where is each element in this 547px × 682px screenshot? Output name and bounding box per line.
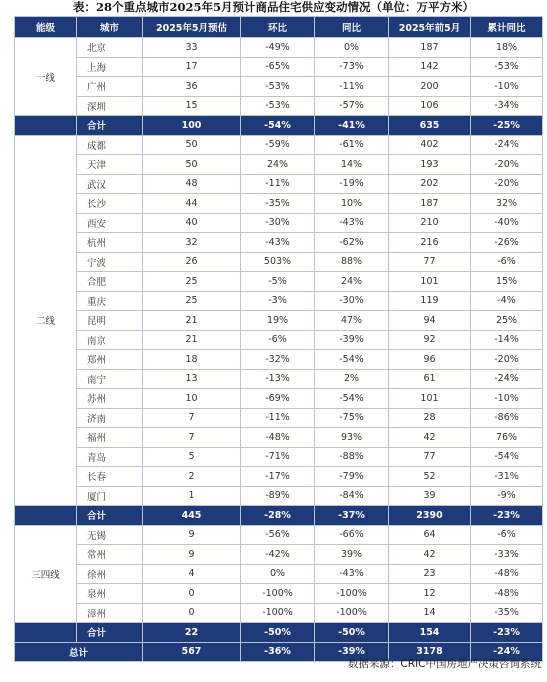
total-label: 总计 bbox=[15, 642, 143, 662]
cell-ytd-yoy: -10% bbox=[471, 77, 543, 97]
cell-mom: -3% bbox=[241, 291, 315, 311]
cell-ytd-yoy: -6% bbox=[471, 252, 543, 272]
cell-may-estimate: 5 bbox=[143, 447, 241, 467]
subtotal-tier-cell bbox=[15, 623, 77, 643]
cell-may-estimate: 21 bbox=[143, 311, 241, 331]
cell-ytd: 61 bbox=[389, 369, 471, 389]
cell-yoy: 88% bbox=[315, 252, 389, 272]
subtotal-mom: -54% bbox=[241, 116, 315, 136]
cell-ytd: 187 bbox=[389, 194, 471, 214]
cell-yoy: -30% bbox=[315, 291, 389, 311]
header-may-estimate: 2025年5月预估 bbox=[143, 17, 241, 38]
cell-may-estimate: 32 bbox=[143, 233, 241, 253]
cell-ytd-yoy: -24% bbox=[471, 135, 543, 155]
cell-yoy: 47% bbox=[315, 311, 389, 331]
table-row bbox=[15, 408, 543, 428]
cell-mom: -71% bbox=[241, 447, 315, 467]
cell-yoy: -79% bbox=[315, 467, 389, 487]
subtotal-may-estimate: 22 bbox=[143, 623, 241, 643]
cell-may-estimate: 25 bbox=[143, 291, 241, 311]
cell-yoy: -88% bbox=[315, 447, 389, 467]
cell-ytd-yoy: -20% bbox=[471, 174, 543, 194]
cell-ytd-yoy: -54% bbox=[471, 447, 543, 467]
subtotal-may-estimate: 445 bbox=[143, 506, 241, 526]
header-yoy: 同比 bbox=[315, 17, 389, 38]
subtotal-city: 合计 bbox=[77, 623, 143, 643]
cell-may-estimate: 44 bbox=[143, 194, 241, 214]
cell-may-estimate: 10 bbox=[143, 389, 241, 409]
cell-city: 漳州 bbox=[77, 603, 143, 623]
supply-table bbox=[14, 16, 543, 662]
cell-ytd-yoy: 32% bbox=[471, 194, 543, 214]
cell-yoy: 0% bbox=[315, 38, 389, 58]
cell-yoy: -100% bbox=[315, 603, 389, 623]
table-row bbox=[15, 330, 543, 350]
cell-ytd: 200 bbox=[389, 77, 471, 97]
header-ytd-yoy: 累计同比 bbox=[471, 17, 543, 38]
total-mom: -36% bbox=[241, 642, 315, 662]
cell-city: 南宁 bbox=[77, 369, 143, 389]
cell-mom: -65% bbox=[241, 57, 315, 77]
cell-ytd: 77 bbox=[389, 252, 471, 272]
table-row bbox=[15, 213, 543, 233]
cell-ytd: 64 bbox=[389, 525, 471, 545]
cell-mom: 0% bbox=[241, 564, 315, 584]
table-row bbox=[15, 603, 543, 623]
cell-mom: -5% bbox=[241, 272, 315, 292]
cell-mom: -13% bbox=[241, 369, 315, 389]
cell-may-estimate: 26 bbox=[143, 252, 241, 272]
cell-ytd: 187 bbox=[389, 38, 471, 58]
cell-mom: -69% bbox=[241, 389, 315, 409]
subtotal-ytd-yoy: -23% bbox=[471, 623, 543, 643]
cell-ytd-yoy: -14% bbox=[471, 330, 543, 350]
subtotal-ytd-yoy: -25% bbox=[471, 116, 543, 136]
cell-may-estimate: 2 bbox=[143, 467, 241, 487]
table-row bbox=[15, 96, 543, 116]
total-may-estimate: 567 bbox=[143, 642, 241, 662]
cell-yoy: -57% bbox=[315, 96, 389, 116]
cell-ytd: 216 bbox=[389, 233, 471, 253]
table-row bbox=[15, 447, 543, 467]
cell-yoy: -100% bbox=[315, 584, 389, 604]
tier-label: 二线 bbox=[15, 135, 77, 506]
subtotal-row bbox=[15, 623, 543, 643]
cell-city: 天津 bbox=[77, 155, 143, 175]
cell-may-estimate: 25 bbox=[143, 272, 241, 292]
table-row bbox=[15, 389, 543, 409]
cell-ytd-yoy: 76% bbox=[471, 428, 543, 448]
cell-ytd: 106 bbox=[389, 96, 471, 116]
cell-may-estimate: 1 bbox=[143, 486, 241, 506]
subtotal-tier-cell bbox=[15, 506, 77, 526]
subtotal-ytd: 2390 bbox=[389, 506, 471, 526]
cell-ytd-yoy: -20% bbox=[471, 155, 543, 175]
table-row bbox=[15, 584, 543, 604]
cell-yoy: -62% bbox=[315, 233, 389, 253]
cell-ytd-yoy: 15% bbox=[471, 272, 543, 292]
cell-ytd: 402 bbox=[389, 135, 471, 155]
cell-city: 泉州 bbox=[77, 584, 143, 604]
cell-city: 昆明 bbox=[77, 311, 143, 331]
cell-mom: -48% bbox=[241, 428, 315, 448]
cell-yoy: -54% bbox=[315, 350, 389, 370]
cell-city: 北京 bbox=[77, 38, 143, 58]
cell-city: 宁波 bbox=[77, 252, 143, 272]
cell-ytd: 101 bbox=[389, 389, 471, 409]
table-body bbox=[15, 38, 543, 662]
cell-ytd-yoy: -10% bbox=[471, 389, 543, 409]
cell-mom: -30% bbox=[241, 213, 315, 233]
cell-ytd-yoy: -48% bbox=[471, 584, 543, 604]
subtotal-may-estimate: 100 bbox=[143, 116, 241, 136]
cell-may-estimate: 9 bbox=[143, 545, 241, 565]
cell-city: 福州 bbox=[77, 428, 143, 448]
cell-ytd: 23 bbox=[389, 564, 471, 584]
table-row bbox=[15, 194, 543, 214]
cell-city: 深圳 bbox=[77, 96, 143, 116]
header-mom: 环比 bbox=[241, 17, 315, 38]
table-row bbox=[15, 252, 543, 272]
table-title: 表：28个重点城市2025年5月预计商品住宅供应变动情况（单位：万平方米） bbox=[72, 0, 474, 14]
cell-yoy: 2% bbox=[315, 369, 389, 389]
cell-city: 成都 bbox=[77, 135, 143, 155]
cell-mom: 503% bbox=[241, 252, 315, 272]
cell-yoy: 93% bbox=[315, 428, 389, 448]
table-row bbox=[15, 545, 543, 565]
cell-ytd: 77 bbox=[389, 447, 471, 467]
cell-may-estimate: 0 bbox=[143, 603, 241, 623]
cell-may-estimate: 33 bbox=[143, 38, 241, 58]
cell-ytd: 39 bbox=[389, 486, 471, 506]
cell-mom: -17% bbox=[241, 467, 315, 487]
cell-may-estimate: 50 bbox=[143, 155, 241, 175]
table-row bbox=[15, 272, 543, 292]
cell-city: 长沙 bbox=[77, 194, 143, 214]
cell-ytd: 202 bbox=[389, 174, 471, 194]
subtotal-row bbox=[15, 116, 543, 136]
cell-ytd: 210 bbox=[389, 213, 471, 233]
cell-may-estimate: 21 bbox=[143, 330, 241, 350]
cell-ytd: 12 bbox=[389, 584, 471, 604]
cell-ytd-yoy: -33% bbox=[471, 545, 543, 565]
cell-yoy: -43% bbox=[315, 564, 389, 584]
cell-city: 厦门 bbox=[77, 486, 143, 506]
total-ytd: 3178 bbox=[389, 642, 471, 662]
subtotal-mom: -50% bbox=[241, 623, 315, 643]
table-row bbox=[15, 467, 543, 487]
cell-city: 青岛 bbox=[77, 447, 143, 467]
cell-ytd-yoy: 25% bbox=[471, 311, 543, 331]
cell-yoy: -39% bbox=[315, 330, 389, 350]
tier-label: 一线 bbox=[15, 38, 77, 116]
cell-may-estimate: 0 bbox=[143, 584, 241, 604]
tier-label: 三四线 bbox=[15, 525, 77, 623]
subtotal-city: 合计 bbox=[77, 506, 143, 526]
header-tier: 能级 bbox=[15, 17, 77, 38]
cell-ytd: 28 bbox=[389, 408, 471, 428]
cell-ytd-yoy: -26% bbox=[471, 233, 543, 253]
table-row bbox=[15, 38, 543, 58]
cell-ytd-yoy: -6% bbox=[471, 525, 543, 545]
cell-ytd-yoy: -86% bbox=[471, 408, 543, 428]
cell-ytd-yoy: -48% bbox=[471, 564, 543, 584]
cell-yoy: -66% bbox=[315, 525, 389, 545]
cell-may-estimate: 9 bbox=[143, 525, 241, 545]
table-row bbox=[15, 77, 543, 97]
cell-may-estimate: 40 bbox=[143, 213, 241, 233]
cell-may-estimate: 7 bbox=[143, 428, 241, 448]
cell-may-estimate: 13 bbox=[143, 369, 241, 389]
cell-city: 南京 bbox=[77, 330, 143, 350]
cell-may-estimate: 15 bbox=[143, 96, 241, 116]
header-city: 城市 bbox=[77, 17, 143, 38]
cell-city: 无锡 bbox=[77, 525, 143, 545]
cell-ytd: 94 bbox=[389, 311, 471, 331]
cell-ytd: 52 bbox=[389, 467, 471, 487]
cell-ytd: 92 bbox=[389, 330, 471, 350]
cell-city: 济南 bbox=[77, 408, 143, 428]
cell-may-estimate: 48 bbox=[143, 174, 241, 194]
subtotal-ytd: 154 bbox=[389, 623, 471, 643]
cell-yoy: -19% bbox=[315, 174, 389, 194]
subtotal-tier-cell bbox=[15, 116, 77, 136]
cell-yoy: -61% bbox=[315, 135, 389, 155]
cell-mom: -53% bbox=[241, 77, 315, 97]
table-row bbox=[15, 155, 543, 175]
header-ytd: 2025年前5月 bbox=[389, 17, 471, 38]
cell-mom: -43% bbox=[241, 233, 315, 253]
header-row bbox=[15, 17, 543, 38]
cell-city: 长春 bbox=[77, 467, 143, 487]
cell-may-estimate: 36 bbox=[143, 77, 241, 97]
cell-ytd-yoy: -9% bbox=[471, 486, 543, 506]
cell-mom: -53% bbox=[241, 96, 315, 116]
cell-yoy: -11% bbox=[315, 77, 389, 97]
table-row bbox=[15, 174, 543, 194]
cell-city: 杭州 bbox=[77, 233, 143, 253]
cell-mom: -11% bbox=[241, 174, 315, 194]
cell-city: 常州 bbox=[77, 545, 143, 565]
cell-may-estimate: 50 bbox=[143, 135, 241, 155]
cell-mom: -100% bbox=[241, 603, 315, 623]
subtotal-yoy: -37% bbox=[315, 506, 389, 526]
cell-may-estimate: 17 bbox=[143, 57, 241, 77]
cell-ytd-yoy: -31% bbox=[471, 467, 543, 487]
cell-yoy: -84% bbox=[315, 486, 389, 506]
cell-city: 上海 bbox=[77, 57, 143, 77]
subtotal-city: 合计 bbox=[77, 116, 143, 136]
cell-ytd-yoy: -40% bbox=[471, 213, 543, 233]
cell-mom: -32% bbox=[241, 350, 315, 370]
cell-ytd-yoy: 18% bbox=[471, 38, 543, 58]
table-row bbox=[15, 291, 543, 311]
cell-city: 徐州 bbox=[77, 564, 143, 584]
cell-city: 郑州 bbox=[77, 350, 143, 370]
cell-yoy: -43% bbox=[315, 213, 389, 233]
cell-mom: -89% bbox=[241, 486, 315, 506]
cell-mom: -100% bbox=[241, 584, 315, 604]
cell-ytd: 101 bbox=[389, 272, 471, 292]
cell-yoy: -54% bbox=[315, 389, 389, 409]
cell-yoy: 14% bbox=[315, 155, 389, 175]
cell-mom: -42% bbox=[241, 545, 315, 565]
cell-ytd-yoy: -24% bbox=[471, 369, 543, 389]
cell-mom: -11% bbox=[241, 408, 315, 428]
cell-yoy: 39% bbox=[315, 545, 389, 565]
table-row bbox=[15, 486, 543, 506]
subtotal-yoy: -41% bbox=[315, 116, 389, 136]
table-row bbox=[15, 369, 543, 389]
subtotal-yoy: -50% bbox=[315, 623, 389, 643]
cell-yoy: 10% bbox=[315, 194, 389, 214]
cell-mom: 19% bbox=[241, 311, 315, 331]
cell-yoy: 24% bbox=[315, 272, 389, 292]
total-ytd-yoy: -24% bbox=[471, 642, 543, 662]
table-row bbox=[15, 525, 543, 545]
data-source-note: 数据来源：CRIC中国房地产决策咨询系统 bbox=[347, 658, 541, 670]
table-row bbox=[15, 311, 543, 331]
cell-ytd: 142 bbox=[389, 57, 471, 77]
cell-ytd-yoy: -4% bbox=[471, 291, 543, 311]
total-yoy: -39% bbox=[315, 642, 389, 662]
subtotal-ytd-yoy: -23% bbox=[471, 506, 543, 526]
cell-city: 合肥 bbox=[77, 272, 143, 292]
table-row bbox=[15, 135, 543, 155]
table-row bbox=[15, 428, 543, 448]
cell-ytd-yoy: -34% bbox=[471, 96, 543, 116]
cell-mom: -35% bbox=[241, 194, 315, 214]
cell-yoy: -75% bbox=[315, 408, 389, 428]
cell-may-estimate: 4 bbox=[143, 564, 241, 584]
cell-city: 西安 bbox=[77, 213, 143, 233]
cell-mom: -49% bbox=[241, 38, 315, 58]
subtotal-row bbox=[15, 506, 543, 526]
cell-city: 广州 bbox=[77, 77, 143, 97]
table-row bbox=[15, 564, 543, 584]
cell-ytd-yoy: -53% bbox=[471, 57, 543, 77]
cell-yoy: -73% bbox=[315, 57, 389, 77]
table-row bbox=[15, 233, 543, 253]
cell-city: 重庆 bbox=[77, 291, 143, 311]
cell-ytd: 14 bbox=[389, 603, 471, 623]
subtotal-mom: -28% bbox=[241, 506, 315, 526]
subtotal-ytd: 635 bbox=[389, 116, 471, 136]
table-row bbox=[15, 350, 543, 370]
cell-mom: -59% bbox=[241, 135, 315, 155]
cell-city: 武汉 bbox=[77, 174, 143, 194]
cell-mom: -56% bbox=[241, 525, 315, 545]
cell-ytd-yoy: -20% bbox=[471, 350, 543, 370]
cell-may-estimate: 7 bbox=[143, 408, 241, 428]
cell-mom: 24% bbox=[241, 155, 315, 175]
cell-city: 苏州 bbox=[77, 389, 143, 409]
cell-ytd: 193 bbox=[389, 155, 471, 175]
cell-ytd-yoy: -35% bbox=[471, 603, 543, 623]
cell-ytd: 42 bbox=[389, 428, 471, 448]
cell-ytd: 119 bbox=[389, 291, 471, 311]
cell-ytd: 96 bbox=[389, 350, 471, 370]
cell-mom: -6% bbox=[241, 330, 315, 350]
cell-may-estimate: 18 bbox=[143, 350, 241, 370]
cell-ytd: 42 bbox=[389, 545, 471, 565]
table-row bbox=[15, 57, 543, 77]
